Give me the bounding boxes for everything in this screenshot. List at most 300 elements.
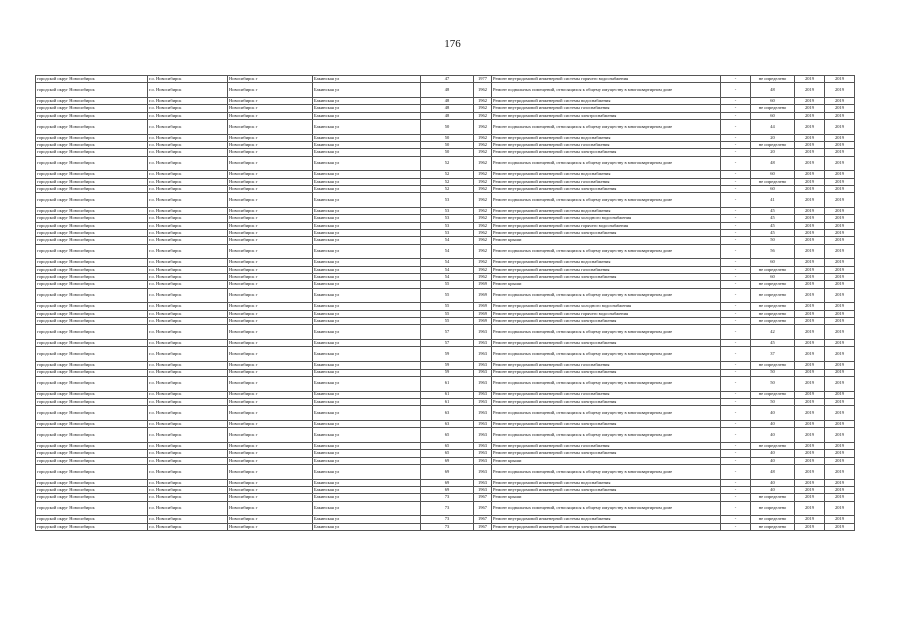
cell-year-start: 2019: [795, 215, 825, 222]
cell-street: Бакинская ул: [313, 523, 421, 530]
cell-house-number: 53: [421, 215, 474, 222]
table-row: [36, 244, 855, 259]
cell-city: г.о. Новосибирск: [148, 119, 228, 134]
table-row: [36, 494, 855, 501]
repair-schedule-table: [35, 75, 855, 531]
table-row: [36, 443, 855, 450]
cell-work-type: Ремонт внутридомовой инженерной системы электроснабжения: [492, 230, 721, 237]
cell-year-end: 2019: [825, 259, 855, 266]
cell-house-number: 55: [421, 303, 474, 310]
table-row: [36, 105, 855, 112]
cell-district: городской округ Новосибирск: [36, 186, 148, 193]
cell-street: Бакинская ул: [313, 193, 421, 208]
cell-cost: 50: [751, 376, 795, 391]
cell-street: Бакинская ул: [313, 186, 421, 193]
cell-cost: 42: [751, 325, 795, 340]
cell-street: Бакинская ул: [313, 325, 421, 340]
cell-year-start: 2019: [795, 266, 825, 273]
cell-year-end: 2019: [825, 208, 855, 215]
cell-street: Бакинская ул: [313, 516, 421, 523]
cell-year-end: 2019: [825, 112, 855, 119]
cell-year-start: 2019: [795, 391, 825, 398]
cell-work-type: Ремонт внутридомовой инженерной системы газоснабжения: [492, 178, 721, 185]
cell-dash: -: [721, 193, 751, 208]
cell-cost: не определено: [751, 303, 795, 310]
cell-locality: Новосибирск г: [228, 494, 313, 501]
cell-build-year: 1969: [474, 318, 492, 325]
cell-street: Бакинская ул: [313, 288, 421, 303]
cell-district: городской округ Новосибирск: [36, 362, 148, 369]
cell-street: Бакинская ул: [313, 149, 421, 156]
cell-dash: -: [721, 156, 751, 171]
cell-district: городской округ Новосибирск: [36, 178, 148, 185]
cell-dash: -: [721, 391, 751, 398]
cell-dash: -: [721, 501, 751, 516]
cell-work-type: Ремонт подвальных помещений, относящихся к общему имуществу в многоквартирном доме: [492, 347, 721, 362]
cell-dash: -: [721, 428, 751, 443]
table-row: [36, 479, 855, 486]
cell-year-start: 2019: [795, 457, 825, 464]
cell-year-start: 2019: [795, 171, 825, 178]
cell-year-start: 2019: [795, 406, 825, 421]
cell-year-start: 2019: [795, 259, 825, 266]
cell-work-type: Ремонт внутридомовой инженерной системы водоснабжения: [492, 171, 721, 178]
cell-dash: -: [721, 347, 751, 362]
cell-dash: -: [721, 464, 751, 479]
cell-locality: Новосибирск г: [228, 516, 313, 523]
cell-cost: 45: [751, 222, 795, 229]
cell-build-year: 1962: [474, 193, 492, 208]
cell-year-start: 2019: [795, 376, 825, 391]
cell-year-end: 2019: [825, 303, 855, 310]
cell-house-number: 65: [421, 428, 474, 443]
cell-build-year: 1962: [474, 186, 492, 193]
cell-build-year: 1967: [474, 523, 492, 530]
cell-district: городской округ Новосибирск: [36, 420, 148, 427]
table-row: [36, 76, 855, 83]
cell-work-type: Ремонт внутридомовой инженерной системы холодного водоснабжения: [492, 215, 721, 222]
table-row: [36, 281, 855, 288]
cell-build-year: 1962: [474, 266, 492, 273]
cell-work-type: Ремонт подвальных помещений, относящихся к общему имуществу в многоквартирном доме: [492, 288, 721, 303]
cell-work-type: Ремонт внутридомовой инженерной системы водоснабжения: [492, 98, 721, 105]
cell-dash: -: [721, 303, 751, 310]
table-row: [36, 376, 855, 391]
cell-district: городской округ Новосибирск: [36, 450, 148, 457]
cell-year-start: 2019: [795, 244, 825, 259]
table-row: [36, 340, 855, 347]
cell-work-type: Ремонт внутридомовой инженерной системы газоснабжения: [492, 105, 721, 112]
cell-house-number: 57: [421, 340, 474, 347]
cell-locality: Новосибирск г: [228, 281, 313, 288]
cell-year-start: 2019: [795, 193, 825, 208]
cell-year-start: 2019: [795, 501, 825, 516]
table-row: [36, 303, 855, 310]
cell-cost: 40: [751, 450, 795, 457]
cell-work-type: Ремонт внутридомовой инженерной системы газоснабжения: [492, 443, 721, 450]
cell-house-number: 54: [421, 274, 474, 281]
cell-street: Бакинская ул: [313, 222, 421, 229]
cell-cost: 60: [751, 186, 795, 193]
cell-house-number: 54: [421, 259, 474, 266]
cell-cost: 50: [751, 398, 795, 405]
cell-year-end: 2019: [825, 98, 855, 105]
cell-street: Бакинская ул: [313, 178, 421, 185]
cell-work-type: Ремонт внутридомовой инженерной системы горячего водоснабжения: [492, 76, 721, 83]
cell-street: Бакинская ул: [313, 98, 421, 105]
cell-work-type: Ремонт внутридомовой инженерной системы электроснабжения: [492, 274, 721, 281]
cell-year-start: 2019: [795, 98, 825, 105]
cell-locality: Новосибирск г: [228, 149, 313, 156]
cell-district: городской округ Новосибирск: [36, 193, 148, 208]
cell-year-start: 2019: [795, 178, 825, 185]
cell-year-start: 2019: [795, 494, 825, 501]
cell-year-end: 2019: [825, 142, 855, 149]
cell-work-type: Ремонт внутридомовой инженерной системы газоснабжения: [492, 266, 721, 273]
cell-year-end: 2019: [825, 215, 855, 222]
cell-city: г.о. Новосибирск: [148, 457, 228, 464]
cell-cost: 40: [751, 420, 795, 427]
cell-city: г.о. Новосибирск: [148, 142, 228, 149]
cell-locality: Новосибирск г: [228, 443, 313, 450]
cell-locality: Новосибирск г: [228, 171, 313, 178]
cell-district: городской округ Новосибирск: [36, 494, 148, 501]
cell-work-type: Ремонт внутридомовой инженерной системы электроснабжения: [492, 318, 721, 325]
cell-year-start: 2019: [795, 222, 825, 229]
cell-dash: -: [721, 98, 751, 105]
cell-build-year: 1963: [474, 362, 492, 369]
table-row: [36, 398, 855, 405]
table-row: [36, 119, 855, 134]
cell-district: городской округ Новосибирск: [36, 119, 148, 134]
cell-house-number: 59: [421, 369, 474, 376]
cell-cost: 45: [751, 215, 795, 222]
cell-year-start: 2019: [795, 142, 825, 149]
cell-locality: Новосибирск г: [228, 340, 313, 347]
cell-year-start: 2019: [795, 281, 825, 288]
cell-year-end: 2019: [825, 479, 855, 486]
cell-district: городской округ Новосибирск: [36, 281, 148, 288]
cell-cost: 44: [751, 119, 795, 134]
table-row: [36, 274, 855, 281]
cell-year-start: 2019: [795, 156, 825, 171]
cell-city: г.о. Новосибирск: [148, 208, 228, 215]
cell-dash: -: [721, 325, 751, 340]
cell-year-end: 2019: [825, 450, 855, 457]
cell-year-start: 2019: [795, 230, 825, 237]
cell-build-year: 1962: [474, 274, 492, 281]
cell-work-type: Ремонт внутридомовой инженерной системы водоснабжения: [492, 134, 721, 141]
table-row: [36, 325, 855, 340]
cell-locality: Новосибирск г: [228, 119, 313, 134]
cell-build-year: 1963: [474, 340, 492, 347]
cell-year-end: 2019: [825, 340, 855, 347]
cell-cost: не определено: [751, 443, 795, 450]
cell-dash: -: [721, 398, 751, 405]
cell-build-year: 1963: [474, 457, 492, 464]
cell-city: г.о. Новосибирск: [148, 406, 228, 421]
cell-dash: -: [721, 178, 751, 185]
table-row: [36, 516, 855, 523]
cell-district: городской округ Новосибирск: [36, 288, 148, 303]
cell-cost: 60: [751, 274, 795, 281]
cell-work-type: Ремонт подвальных помещений, относящихся к общему имуществу в многоквартирном доме: [492, 83, 721, 98]
cell-cost: не определено: [751, 105, 795, 112]
cell-build-year: 1962: [474, 259, 492, 266]
cell-work-type: Ремонт крыши: [492, 494, 721, 501]
cell-district: городской округ Новосибирск: [36, 303, 148, 310]
cell-build-year: 1962: [474, 149, 492, 156]
cell-year-start: 2019: [795, 186, 825, 193]
cell-work-type: Ремонт внутридомовой инженерной системы газоснабжения: [492, 391, 721, 398]
cell-city: г.о. Новосибирск: [148, 325, 228, 340]
cell-work-type: Ремонт внутридомовой инженерной системы горячего водоснабжения: [492, 310, 721, 317]
cell-city: г.о. Новосибирск: [148, 391, 228, 398]
cell-work-type: Ремонт внутридомовой инженерной системы холодного водоснабжения: [492, 303, 721, 310]
cell-locality: Новосибирск г: [228, 237, 313, 244]
table-row: [36, 428, 855, 443]
cell-build-year: 1963: [474, 464, 492, 479]
cell-city: г.о. Новосибирск: [148, 266, 228, 273]
cell-city: г.о. Новосибирск: [148, 105, 228, 112]
cell-dash: -: [721, 487, 751, 494]
cell-street: Бакинская ул: [313, 450, 421, 457]
table-row: [36, 237, 855, 244]
cell-build-year: 1969: [474, 310, 492, 317]
table-row: [36, 362, 855, 369]
cell-house-number: 69: [421, 457, 474, 464]
cell-locality: Новосибирск г: [228, 112, 313, 119]
cell-city: г.о. Новосибирск: [148, 523, 228, 530]
cell-city: г.о. Новосибирск: [148, 171, 228, 178]
cell-house-number: 48: [421, 105, 474, 112]
cell-house-number: 48: [421, 112, 474, 119]
cell-dash: -: [721, 112, 751, 119]
cell-work-type: Ремонт внутридомовой инженерной системы электроснабжения: [492, 420, 721, 427]
cell-work-type: Ремонт подвальных помещений, относящихся к общему имуществу в многоквартирном доме: [492, 193, 721, 208]
cell-dash: -: [721, 340, 751, 347]
cell-city: г.о. Новосибирск: [148, 318, 228, 325]
cell-cost: не определено: [751, 310, 795, 317]
cell-build-year: 1967: [474, 501, 492, 516]
cell-district: городской округ Новосибирск: [36, 105, 148, 112]
cell-work-type: Ремонт внутридомовой инженерной системы электроснабжения: [492, 112, 721, 119]
cell-city: г.о. Новосибирск: [148, 288, 228, 303]
cell-locality: Новосибирск г: [228, 134, 313, 141]
cell-year-end: 2019: [825, 105, 855, 112]
cell-cost: 40: [751, 457, 795, 464]
cell-dash: -: [721, 83, 751, 98]
cell-city: г.о. Новосибирск: [148, 112, 228, 119]
cell-build-year: 1969: [474, 303, 492, 310]
cell-year-end: 2019: [825, 310, 855, 317]
cell-locality: Новосибирск г: [228, 303, 313, 310]
cell-locality: Новосибирск г: [228, 347, 313, 362]
table-row: [36, 222, 855, 229]
cell-street: Бакинская ул: [313, 369, 421, 376]
cell-year-end: 2019: [825, 274, 855, 281]
cell-city: г.о. Новосибирск: [148, 376, 228, 391]
cell-cost: 40: [751, 479, 795, 486]
cell-build-year: 1962: [474, 156, 492, 171]
cell-year-start: 2019: [795, 420, 825, 427]
cell-year-end: 2019: [825, 494, 855, 501]
cell-build-year: 1969: [474, 288, 492, 303]
cell-year-end: 2019: [825, 420, 855, 427]
cell-city: г.о. Новосибирск: [148, 398, 228, 405]
cell-house-number: 69: [421, 487, 474, 494]
cell-house-number: 63: [421, 406, 474, 421]
cell-cost: не определено: [751, 516, 795, 523]
cell-street: Бакинская ул: [313, 487, 421, 494]
cell-street: Бакинская ул: [313, 457, 421, 464]
cell-locality: Новосибирск г: [228, 98, 313, 105]
cell-work-type: Ремонт подвальных помещений, относящихся к общему имуществу в многоквартирном доме: [492, 406, 721, 421]
cell-year-start: 2019: [795, 523, 825, 530]
cell-work-type: Ремонт внутридомовой инженерной системы электроснабжения: [492, 450, 721, 457]
cell-year-end: 2019: [825, 428, 855, 443]
cell-cost: 45: [751, 340, 795, 347]
cell-house-number: 52: [421, 186, 474, 193]
cell-house-number: 55: [421, 281, 474, 288]
cell-build-year: 1969: [474, 281, 492, 288]
cell-year-start: 2019: [795, 237, 825, 244]
cell-district: городской округ Новосибирск: [36, 347, 148, 362]
cell-district: городской округ Новосибирск: [36, 266, 148, 273]
cell-locality: Новосибирск г: [228, 186, 313, 193]
cell-city: г.о. Новосибирск: [148, 222, 228, 229]
cell-street: Бакинская ул: [313, 347, 421, 362]
table-row: [36, 98, 855, 105]
cell-house-number: 54: [421, 244, 474, 259]
cell-build-year: 1962: [474, 142, 492, 149]
cell-work-type: Ремонт внутридомовой инженерной системы водоснабжения: [492, 259, 721, 266]
cell-city: г.о. Новосибирск: [148, 347, 228, 362]
cell-city: г.о. Новосибирск: [148, 186, 228, 193]
cell-build-year: 1962: [474, 237, 492, 244]
cell-year-start: 2019: [795, 340, 825, 347]
cell-city: г.о. Новосибирск: [148, 362, 228, 369]
cell-district: городской округ Новосибирск: [36, 259, 148, 266]
cell-work-type: Ремонт внутридомовой инженерной системы электроснабжения: [492, 487, 721, 494]
cell-street: Бакинская ул: [313, 362, 421, 369]
cell-district: городской округ Новосибирск: [36, 340, 148, 347]
cell-city: г.о. Новосибирск: [148, 149, 228, 156]
cell-city: г.о. Новосибирск: [148, 98, 228, 105]
cell-build-year: 1962: [474, 244, 492, 259]
cell-year-start: 2019: [795, 303, 825, 310]
cell-city: г.о. Новосибирск: [148, 178, 228, 185]
cell-year-start: 2019: [795, 516, 825, 523]
cell-locality: Новосибирск г: [228, 450, 313, 457]
cell-street: Бакинская ул: [313, 494, 421, 501]
cell-year-start: 2019: [795, 288, 825, 303]
cell-district: городской округ Новосибирск: [36, 134, 148, 141]
cell-city: г.о. Новосибирск: [148, 303, 228, 310]
cell-house-number: 50: [421, 149, 474, 156]
cell-city: г.о. Новосибирск: [148, 369, 228, 376]
cell-locality: Новосибирск г: [228, 464, 313, 479]
cell-street: Бакинская ул: [313, 443, 421, 450]
table-row: [36, 259, 855, 266]
cell-year-start: 2019: [795, 112, 825, 119]
cell-city: г.о. Новосибирск: [148, 83, 228, 98]
cell-street: Бакинская ул: [313, 156, 421, 171]
cell-dash: -: [721, 237, 751, 244]
cell-locality: Новосибирск г: [228, 406, 313, 421]
cell-dash: -: [721, 318, 751, 325]
cell-work-type: Ремонт крыши: [492, 237, 721, 244]
cell-house-number: 65: [421, 450, 474, 457]
table-row: [36, 288, 855, 303]
cell-work-type: Ремонт подвальных помещений, относящихся к общему имуществу в многоквартирном доме: [492, 119, 721, 134]
cell-district: городской округ Новосибирск: [36, 487, 148, 494]
cell-house-number: 61: [421, 398, 474, 405]
cell-build-year: 1963: [474, 376, 492, 391]
cell-district: городской округ Новосибирск: [36, 244, 148, 259]
cell-street: Бакинская ул: [313, 428, 421, 443]
cell-street: Бакинская ул: [313, 310, 421, 317]
cell-street: Бакинская ул: [313, 398, 421, 405]
cell-city: г.о. Новосибирск: [148, 464, 228, 479]
cell-year-end: 2019: [825, 222, 855, 229]
table-row: [36, 487, 855, 494]
cell-house-number: 50: [421, 119, 474, 134]
cell-dash: -: [721, 171, 751, 178]
cell-district: городской округ Новосибирск: [36, 215, 148, 222]
cell-year-end: 2019: [825, 171, 855, 178]
cell-build-year: 1963: [474, 369, 492, 376]
cell-cost: 37: [751, 347, 795, 362]
cell-build-year: 1963: [474, 325, 492, 340]
cell-build-year: 1963: [474, 420, 492, 427]
cell-cost: не определено: [751, 288, 795, 303]
cell-dash: -: [721, 443, 751, 450]
cell-year-end: 2019: [825, 516, 855, 523]
table-body: [36, 76, 855, 531]
cell-year-start: 2019: [795, 443, 825, 450]
cell-year-end: 2019: [825, 134, 855, 141]
cell-district: городской округ Новосибирск: [36, 325, 148, 340]
cell-house-number: 52: [421, 156, 474, 171]
cell-district: городской округ Новосибирск: [36, 398, 148, 405]
cell-dash: -: [721, 230, 751, 237]
cell-dash: -: [721, 523, 751, 530]
cell-work-type: Ремонт крыши: [492, 457, 721, 464]
cell-city: г.о. Новосибирск: [148, 244, 228, 259]
cell-house-number: 54: [421, 266, 474, 273]
cell-work-type: Ремонт внутридомовой инженерной системы электроснабжения: [492, 523, 721, 530]
cell-house-number: 48: [421, 83, 474, 98]
cell-house-number: 73: [421, 523, 474, 530]
table-row: [36, 318, 855, 325]
cell-year-end: 2019: [825, 186, 855, 193]
cell-build-year: 1962: [474, 178, 492, 185]
table-row: [36, 391, 855, 398]
cell-cost: 40: [751, 428, 795, 443]
cell-work-type: Ремонт внутридомовой инженерной системы водоснабжения: [492, 516, 721, 523]
cell-city: г.о. Новосибирск: [148, 428, 228, 443]
cell-build-year: 1963: [474, 443, 492, 450]
cell-dash: -: [721, 208, 751, 215]
cell-cost: 20: [751, 134, 795, 141]
cell-street: Бакинская ул: [313, 464, 421, 479]
cell-year-start: 2019: [795, 369, 825, 376]
cell-year-end: 2019: [825, 281, 855, 288]
cell-district: городской округ Новосибирск: [36, 98, 148, 105]
cell-dash: -: [721, 222, 751, 229]
cell-work-type: Ремонт внутридомовой инженерной системы горячего водоснабжения: [492, 222, 721, 229]
